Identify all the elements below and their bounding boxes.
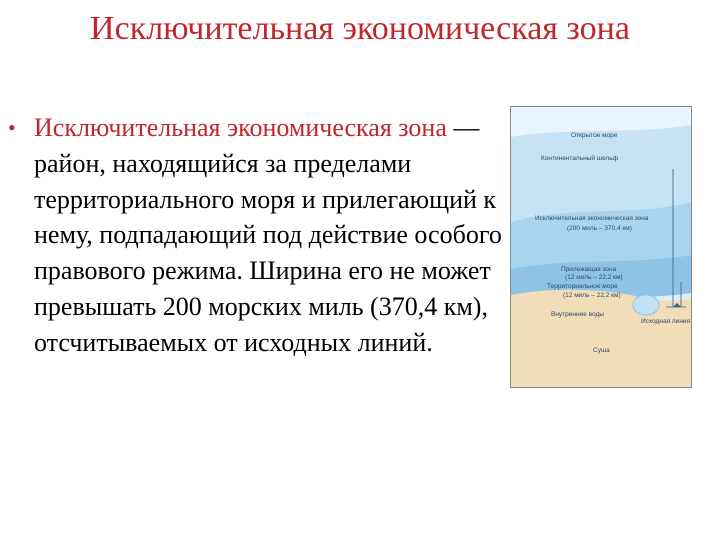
label-internal-waters: Внутренние воды — [551, 311, 604, 318]
bullet-body — [34, 110, 540, 361]
label-contiguous: Прилежащая зона — [561, 266, 617, 273]
internal-waters — [633, 295, 659, 315]
label-baseline: Исходная линия — [641, 318, 691, 325]
label-territorial: Территориальное море — [547, 283, 618, 290]
term-highlight: Исключительная экономическая зона — [34, 113, 447, 142]
label-open-sea: Открытое море — [571, 132, 618, 139]
label-eez-width: (200 миль – 370,4 км) — [567, 225, 632, 232]
maritime-zones-diagram — [510, 106, 692, 388]
label-contiguous-width: (12 миль – 22,2 км) — [565, 274, 623, 281]
bullet-paragraph — [0, 110, 540, 361]
slide-title: Исключительная экономическая зона — [90, 10, 630, 47]
label-land: Суша — [593, 347, 610, 354]
definition-text: — район, находящийся за пределами территориального моря и прилегающий к нему, подпадающий под действие особого правового режима. Ширина его не может превышать 200 морских миль (370,4 км), отсчитываемых от исходных линий. — [34, 113, 502, 357]
label-eez: Исключительная экономическая зона — [535, 215, 649, 222]
label-territorial-width: (12 миль – 22,2 км) — [563, 292, 621, 299]
bullet-marker: • — [8, 115, 16, 140]
land-area — [511, 290, 691, 387]
label-shelf: Континентальный шельф — [541, 155, 618, 162]
zones-illustration — [511, 107, 691, 387]
